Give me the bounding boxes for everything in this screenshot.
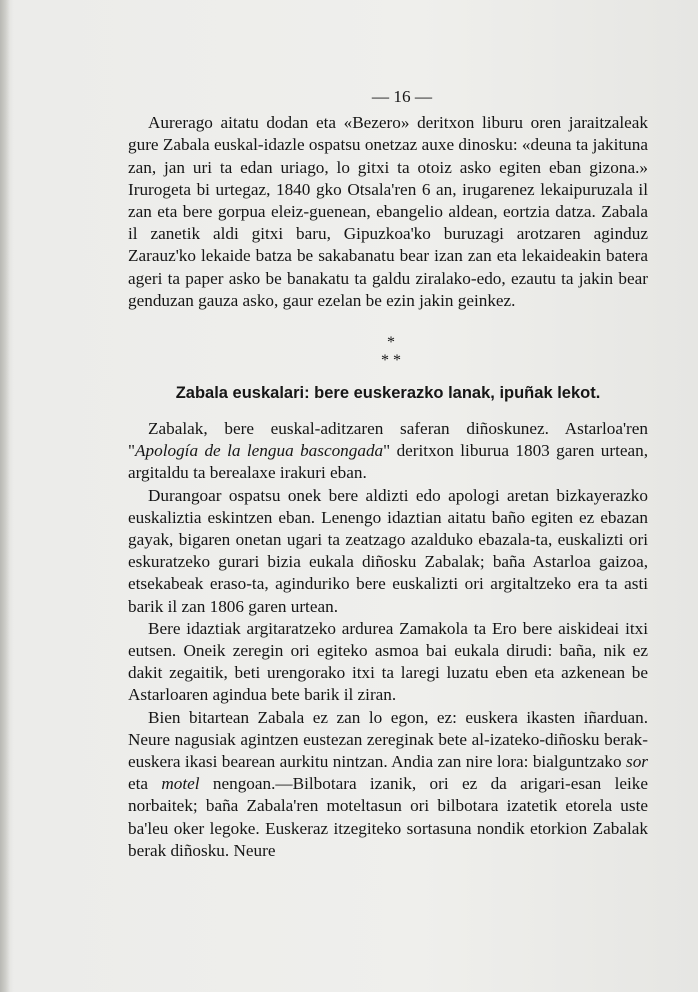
- book-title: Apología de la lengua bascongada: [135, 441, 384, 461]
- section-heading: Zabala euskalari: bere euskerazko lanak, ipuñak lekot.: [175, 384, 601, 403]
- emphasis-word-1: sor: [626, 752, 648, 772]
- paragraph-1: Aurerago aitatu dodan eta «Bezero» deritxon liburu oren jaraitzaleak gure Zabala euskal-idazle ospatsu onetzaz auxe dinosku: «deuna ta jakituna zan, jan uri ta edan uriago, lo gitxi ta otoiz asko egiten eban gizona.» Irurogeta bi urtegaz, 1840 gko Otsala'ren 6 an, irugarenez lekaipuruzala il zan eta bere gorpua eleiz-guenean, ebangelio aldean, eortzia datza. Zabala il zanetik aldi gitxi baru, Gipuzkoa'ko buruzagi arotzaren aginduz Zarauz'ko lekaide batza be sakabanatu bear izan zan eta lekaideakin batera ageri ta paper asko be banakatu ta galdu ziralako-edo, ezautu ta jakin bear genduzan gauza asko, gaur ezelan be ezin jakin geinkez.: [128, 113, 648, 310]
- paragraph-5: [128, 707, 648, 862]
- paragraph-2-before: Zabalak, bere euskal-aditzaren saferan diñoskunez. Astarloa'ren ": [128, 419, 648, 461]
- separator-star-top: *: [387, 334, 395, 352]
- paragraph-2: [128, 418, 648, 485]
- paragraph-5-after: nengoan.—Bilbotara izanik, ori ez da arigari-esan leike norbaitek; baña Zabala'ren moteltasun ori bilbotara izatetik etorela uste ba'leu oker legoke. Euskeraz itzegiteko sortasuna nondik etorkion Zabalak berak diñosku. Neure: [128, 774, 648, 860]
- paragraph-5-middle: eta: [128, 774, 162, 794]
- paragraph-4: Bere idaztiak argitaratzeko ardurea Zamakola ta Ero bere aiskideai itxi eutsen. Oneik zeregin ori egiteko asmoa bai eukala dirudi: baña, nik ez dakit zegaitik, beti urengorako itxi ta laregi luzatu eben eta azkenean be Astarloaren agindua bete barik il ziran.: [128, 618, 648, 705]
- paragraph-5-before: Bien bitartean Zabala ez zan lo egon, ez: euskera ikasten iñarduan. Neure nagusiak agintzen eustezan zereginak bete al-izateko-diñosku berak-euskera ikasi bearean aurkitu nintzan. Andia zan nire lora: bialguntzako: [128, 707, 648, 772]
- emphasis-word-2: motel: [161, 774, 200, 794]
- page-edge-shadow: [0, 0, 10, 992]
- text-block: [128, 86, 648, 862]
- separator-stars-bottom: * *: [381, 352, 401, 370]
- page-number: — 16 —: [371, 87, 433, 106]
- section-separator: [128, 334, 648, 370]
- paragraph-3: Durangoar ospatsu onek bere aldizti edo apologi aretan bizkayerazko euskaliztia eskintzen eban. Lenengo idaztian aitatu baño egiten ez ebazan gayak, bigaren onetan ugari ta zeatzago azalduko ebazala-ta, euskalizti ori eskuratzeko gurari bizia eukala diñosku Zabalak; baña Astarloa gaizoa, etsekabeak eraso-ta, aginduriko bere euskalizti ori argitaltzeko era ta asti barik il zan 1806 garen urtean.: [128, 485, 648, 616]
- paragraph-2-after: " deritxon liburua 1803 garen urtean, argitaldu ta berealaxe irakuri eban.: [128, 441, 648, 483]
